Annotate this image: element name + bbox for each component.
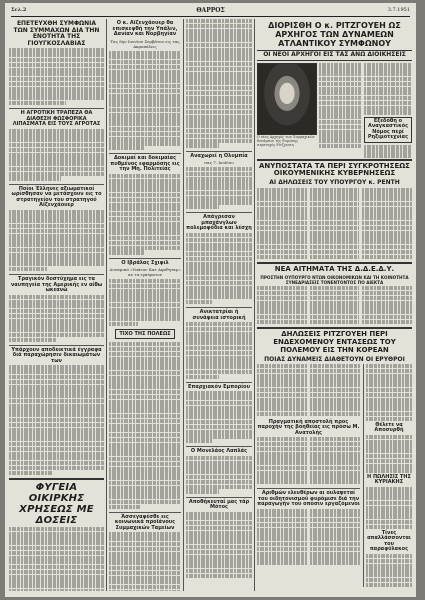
headline-commerce: Επαρχιακόν Εμπορίου (188, 383, 250, 390)
article-body (9, 48, 104, 105)
article-body (9, 365, 104, 474)
headline-tests: Δοκιμαί και δοκιμαίας πυθμένος εφαρμόσης εις την Μη. Πολιτείας (110, 155, 180, 173)
article-body (186, 391, 252, 443)
article-body (109, 51, 181, 151)
headline-history: Ανικτατρίαι ή συνάφεια ιστορική (192, 309, 246, 321)
article-body (186, 322, 252, 379)
advertisement-body (9, 527, 104, 591)
section-box-title: ΤΙΧΟ ΤΗΣ ΠΟΛΕΩΣ (115, 329, 175, 339)
headline-olympia: Αναχωρεί η Ολυμπία (190, 152, 248, 159)
article-body (257, 286, 412, 324)
headline-yugoslavia: ΕΠΕΤΕΥΧΘΗ ΣΥΜΦΩΝΙΑ ΤΩΝ ΣΥΜΜΑΧΩΝ ΔΙΑ ΤΗΝ ΕΝΟΤΗΤΑ ΤΗΣ ΓΙΟΥΓΚΟΣΛΑΒΙΑΣ (13, 20, 100, 47)
article-body (257, 188, 412, 260)
article-body (109, 174, 181, 255)
article-body (9, 129, 104, 181)
headline-middle-east: Πραγματική αποστολή προς παροχήν της βοηθείας εις πρόσω Μ. Ανατολής (257, 418, 360, 436)
headline-shipyard: Τραγικόν δυστύχημα εις τα ναυπηγεία της Αμερικής εν αίθω ωκεανώ (10, 276, 103, 294)
subheadline-korea: ΠΟΙΑΣ ΔΥΝΑΜΕΙΣ ΔΙΑΘΕΤΟΥΝ ΟΙ ΕΡΥΘΡΟΙ (264, 355, 405, 363)
article-body (186, 456, 252, 494)
issue-date: 3.7.1951 (387, 7, 410, 13)
bottom-right (363, 364, 412, 587)
masthead (11, 5, 410, 17)
headline-eisenhower: Ο κ. Αϊζενχάουερ θα επισκεφθή την Υπάλιν, Δανίαν και Νορβηγίαν (112, 20, 178, 37)
right-section (257, 19, 412, 591)
photo-caption: Ο νέος Αρχηγός των Συμμαχικών δυνάμεων της Ευρώπης στρατηγός Ρίτζγουεη (257, 134, 315, 147)
article-body (257, 509, 360, 566)
article-body (186, 19, 252, 148)
article-body (9, 295, 104, 342)
headline-ammunition: Απάγρεσαν μπαχάνγλων πολεμοφόδια και λέσχη (186, 214, 252, 232)
photo-block (257, 63, 412, 157)
headline-korea: ΔΗΛΩΣΕΙΣ ΡΙΤΖΓΟΥΕΗ ΠΕΡΙ ΕΝΔΕΧΟΜΕΝΟΥ ΕΝΤΑΣΕΩΣ ΤΟΥ ΠΟΛΕΜΟΥ ΕΙΣ ΤΗΝ ΚΟΡΕΑΝ (273, 330, 396, 354)
article-body (109, 532, 181, 591)
main-subheadline: ΟΙ ΝΕΟΙ ΑΡΧΗΓΟΙ ΕΙΣ ΤΑΣ ΑΝΩ ΔΙΟΙΚΗΣΕΙΣ (257, 50, 412, 61)
subheadline: Δυναμικό «Υπάτον Κατ Αφοθηταρ» αν τα εγκύρατον (109, 267, 181, 277)
headline-exempt: Τίνες απαλλάσσονται του παραφύλακος (367, 529, 411, 553)
column-1 (9, 19, 104, 591)
article-body (257, 364, 360, 417)
headline-workers: Αριθμών ελευθέρων αι ουλαψεταί του οιδητονισμού φυρόμισε διά την παραγωγήν του οποσιν εργαζόμενοι (257, 490, 360, 507)
article-body (257, 437, 360, 485)
box-headline-law: Εξεδόθη ο Αναγκαστικός Νόμος περί Ρηξιμοτεχνίας (364, 117, 412, 143)
column-3 (186, 19, 252, 591)
newspaper-name: ΘΑΡΡΟΣ (196, 7, 225, 14)
article-body (186, 512, 252, 578)
column-rule (106, 19, 107, 591)
bottom-area (257, 364, 412, 587)
bottom-left (257, 364, 360, 587)
subheadline-rentis: ΑΙ ΔΗΛΩΣΕΙΣ ΤΟΥ ΥΠΟΥΡΓΟΥ κ. ΡΕΝΤΗ (269, 178, 400, 186)
headline-fertilizers: Η ΑΓΡΟΤΙΚΗ ΤΡΑΠΕΖΑ ΘΑ ΔΙΑΘΕΣΗ ΦΩΣΦΟΡΙΚΑ ΛΙΠΑΣΜΑΤΑ ΕΙΣ ΤΟΥΣ ΑΓΡΟΤΑΣ (12, 110, 101, 128)
newspaper-page (5, 3, 416, 597)
column-rule (183, 19, 184, 591)
page-number: Σελ.2 (11, 7, 27, 13)
headline-documents: Υπάρχουν αποδεικτικά έγγραφα διά παραχώρησιν δικαιωμάτων των (11, 346, 102, 364)
headline-adedy: ΝΕΑ ΑΙΤΗΜΑΤΑ ΤΗΣ Δ.Δ.Ε.Δ.Υ. (274, 265, 395, 274)
subheadline-adedy: ΠΡΟΣΤΗΝ ΟΥΠΟΥΡΓΟ ΝΤΩΝ ΟΙΚΟΝΟΜΙΚΩΝ ΚΑΙ ΤΗ ΚΟΙΝΟΤΗΤΑ ΣΥΝΕΔΡΙΑΣΕΙΣ ΤΟΝΕΝΤΟΝΤΟΣ ΠΟ ΔΙΕΚΤΑ (260, 274, 409, 285)
headline-storage: Αποθήκευταί μας τάρ Μότος (188, 498, 250, 510)
article-body (109, 279, 181, 326)
headline-officers: Ποίοι Έλληνες αξιωματικοί ωρίσθησαν να μετάσχουν εις το στρατηγείον του στρατηγού Αϊζενχάουερ (11, 185, 102, 209)
article-body (186, 233, 252, 304)
headline-schiffil: Ο Ιβράλας Σχιφιλ (121, 259, 169, 266)
headline-retire: Θέλετε να Αποσυρθή (374, 421, 404, 434)
article-body (186, 167, 252, 209)
subheadline: σας 7. Ιουλίου (204, 160, 234, 165)
main-headline-ridgway: ΔΙΟΡΙΣΘΗ Ο κ. ΡΙΤΖΓΟΥΕΗ ΩΣ ΑΡΧΗΓΟΣ ΤΩΝ ΔΥΝΑΜΕΩΝ ΑΤΛΑΝΤΙΚΟΥ ΣΥΜΦΩΝΟΥ (268, 21, 401, 48)
article-body (109, 342, 181, 509)
headline-funds: Άσσεγαφέσθε εις κοινωνικά προϊάνους Συμμαχικών Ταμείων (114, 513, 176, 531)
article-body (319, 63, 361, 149)
column-rule (254, 19, 255, 591)
article-body (364, 63, 412, 159)
column-2 (109, 19, 181, 591)
article-body (9, 210, 104, 272)
subheadline: Τας 8ην Ιουνίου Σεμβάτον εις τας Ακροπόλεις (110, 38, 180, 49)
advertisement-title: ΦΥΓΕΙΑ ΟΙΚΙΡΚΗΣ ΧΡΗΣΕΩΣ ΜΕ ΔΟΣΕΙΣ (19, 481, 94, 526)
ridgway-photo (257, 63, 317, 135)
headline-sunday-sale: Η ΠΩΛΗΣΙΣ ΤΗΣ ΚΥΡΙΑΚΗΣ (367, 473, 411, 486)
headline-menelaos: Ο Μονελάος Λαπλάς (190, 448, 248, 455)
headline-coalition: ΑΝΥΠΟΣΤΑΤΑ ΤΑ ΠΕΡΙ ΣΥΓΚΡΟΤΗΣΕΩΣ ΟΙΚΟΥΜΕΝΙΚΗΣ ΚΥΒΕΡΝΗΣΕΩΣ (259, 161, 410, 178)
